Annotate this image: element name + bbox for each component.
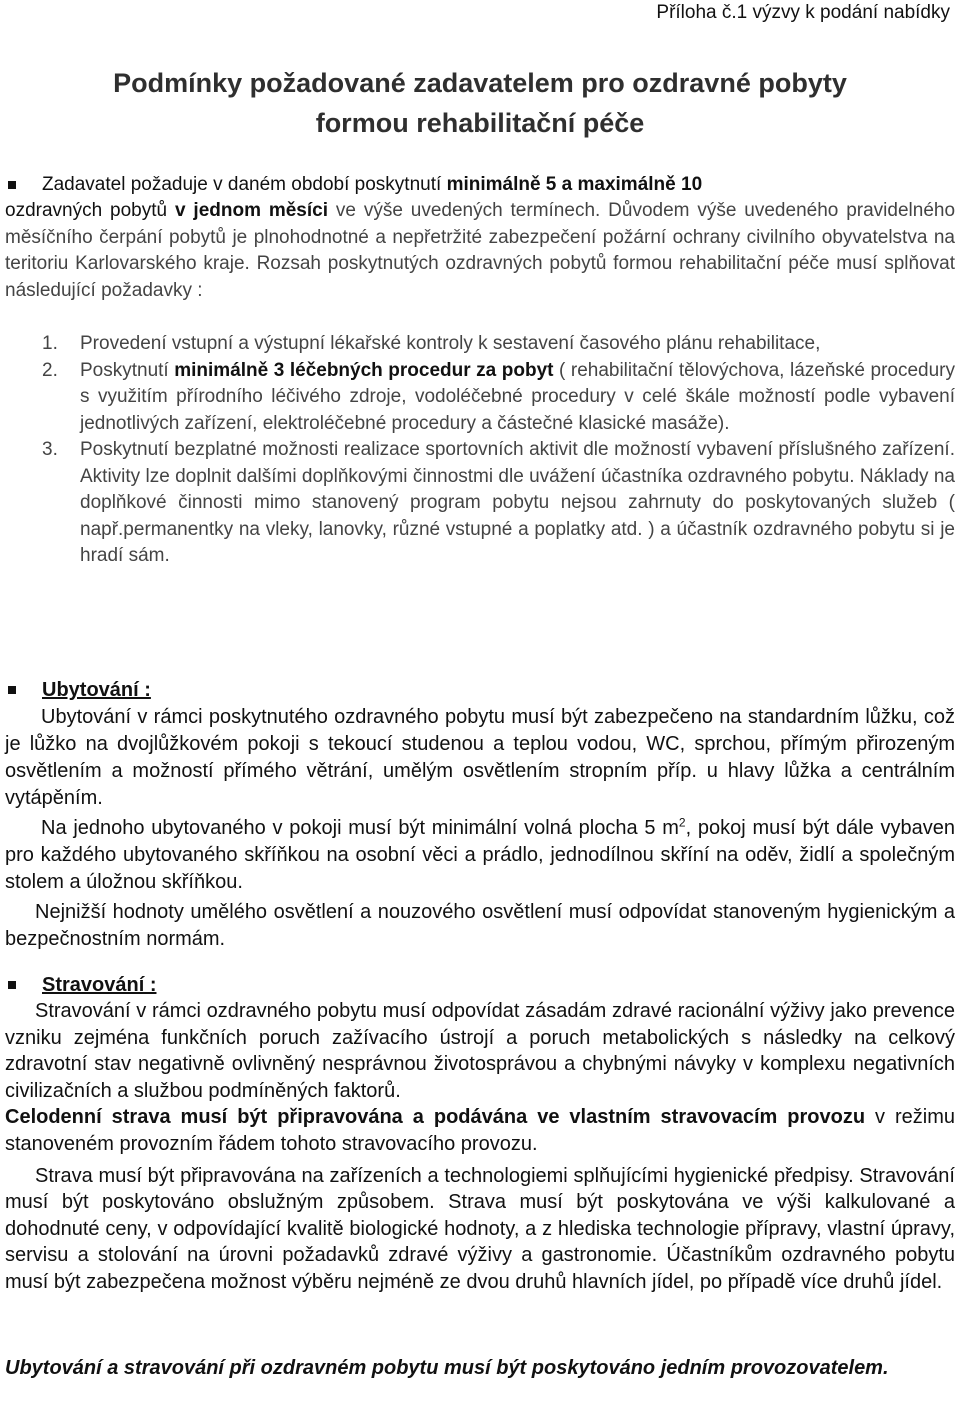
bullet-marker: [8, 686, 16, 694]
list-item-number: 3.: [42, 439, 58, 460]
catering-p2-bold: Celodenní strava musí být připravována a podávána ve vlastním stravovacím provozu: [5, 1106, 866, 1129]
list-item: [42, 331, 955, 358]
intro-bold-2: v jednom měsíci: [174, 200, 328, 221]
intro-bold-1: minimálně 5 a maximálně 10: [446, 174, 703, 195]
accommodation-section: [5, 704, 955, 953]
list-item-text: Poskytnutí bezplatné možnosti realizace sportovních aktivit dle možností vybavení příslušného zařízení. Aktivity lze doplnit dalšími doplňkovými činnostmi dle uvážení účastníka ozdravného pobytu. Náklady na doplňkové činnosti mimo stanovený program pobytu nejsou zahrnuty do poskytovaných služeb ( např.permanentky na vleky, lanovky, různé vstupné a poplatky atd. ) a účastník ozdravného pobytu si je hradí sám.: [80, 439, 955, 566]
accommodation-p2-sup: 2: [678, 815, 686, 830]
intro-paragraph-cont: [5, 198, 955, 304]
intro-text-4: Důvodem výše uvedeného pravidelného měsíčního čerpání pobytů je plnohodnotné a nepřetržité zabezpečení požární ochrany civilního obyvatelstva na teritoriu Karlovarského kraje. Rozsah poskytnutých ozdravných pobytů formou rehabilitační péče musí splňovat následující požadavky :: [5, 200, 956, 301]
list-item-bold: minimálně 3 léčebných procedur za pobyt: [174, 359, 554, 381]
list-item-text-post: ( rehabilitační tělovýchova, lázeňské procedury s využitím přírodního léčivého zdroje, vodoléčebné procedury v celé škále možností podle vybavení jednotlivých zařízení, elektroléčebné procedury a částečné klasické masáže).: [80, 359, 955, 434]
list-item-text-pre: Poskytnutí: [80, 359, 175, 381]
catering-paragraph-2: [5, 1104, 955, 1157]
requirements-list: [42, 331, 955, 570]
list-item-text: Provedení vstupní a výstupní lékařské kontroly k sestavení časového plánu rehabilitace,: [80, 333, 821, 354]
page-title: [0, 63, 960, 143]
bullet-marker: [8, 181, 16, 189]
catering-section: [5, 998, 955, 1296]
accommodation-p2-a: Na jednoho ubytovaného v pokoji musí být minimální volná plocha 5 m: [41, 817, 679, 839]
closing-statement: Ubytování a stravování při ozdravném pobytu musí být poskytováno jedním provozovatelem.: [5, 1357, 889, 1379]
intro-paragraph: [42, 172, 954, 199]
list-item-number: 1.: [42, 333, 58, 354]
catering-paragraph-1: Stravování v rámci ozdravného pobytu musí odpovídat zásadám zdravé racionální výživy jako prevence vzniku zejména funkčních poruch zažívacího ústrojí a poruch metabolických s následky na celkový zdravotní stav negativně ovlivněný nesprávnou životosprávou a chybnými návyky v komplexu negativních civilizačních a službou podmíněných faktorů.: [5, 1000, 955, 1102]
catering-p2-rest: v režimu stanoveném provozním řádem tohoto stravovacího provozu.: [5, 1106, 956, 1155]
bullet-marker: [8, 981, 16, 989]
list-item-number: 2.: [42, 359, 58, 381]
annex-label: Příloha č.1 výzvy k podání nabídky: [656, 2, 950, 23]
title-line-2: formou rehabilitační péče: [315, 108, 645, 138]
accommodation-heading: Ubytování :: [42, 679, 151, 701]
accommodation-paragraph-1: Ubytování v rámci poskytnutého ozdravného pobytu musí být zabezpečeno na standardním lůžku, což je lůžko na dvojlůžkovém pokoji s tekoucí studenou a teplou vodou, WC, sprchou, přímým přirozeným osvětlením a možností přímého větrání, umělým osvětlením stropním příp. u hlavy lůžka a centrálním vytápěním.: [5, 706, 955, 809]
title-line-1: Podmínky požadované zadavatelem pro ozdravné pobyty: [113, 68, 847, 98]
list-item: [42, 358, 955, 438]
catering-paragraph-3: Strava musí být připravována na zařízeních a technologiemi splňujícími hygienické předpisy. Stravování musí být poskytováno obslužným způsobem. Strava musí být poskytována ve výši kalkulované a dohodnuté ceny, v odpovídající kvalitě biologické hodnoty, a z hlediska technologie přípravy, vlastní úpravy, servisu a stolování na úrovni požadavků zdravé výživy a gastronomie. Účastníkům ozdravného pobytu musí být zabezpečena možnost výběru nejméně ze dvou druhů hlavních jídel, po případě více druhů jídel.: [5, 1164, 955, 1293]
intro-text-2: ozdravných pobytů: [5, 200, 175, 221]
intro-text-3: ve výše uvedených termínech.: [328, 200, 609, 221]
intro-text-1: Zadavatel požaduje v daném období poskytnutí: [42, 174, 447, 195]
accommodation-paragraph-2: [5, 815, 955, 896]
list-item: [42, 437, 955, 570]
accommodation-p2-b: , pokoj musí být dále vybaven pro každého ubytovaného skříňkou na osobní věci a prádlo, jednodílnou skříní na oděv, židlí a společným stolem a úložnou skříňkou.: [5, 817, 956, 893]
catering-heading: Stravování :: [42, 974, 157, 996]
accommodation-paragraph-3: Nejnižší hodnoty umělého osvětlení a nouzového osvětlení musí odpovídat stanoveným hygienickým a bezpečnostním normám.: [5, 901, 955, 950]
